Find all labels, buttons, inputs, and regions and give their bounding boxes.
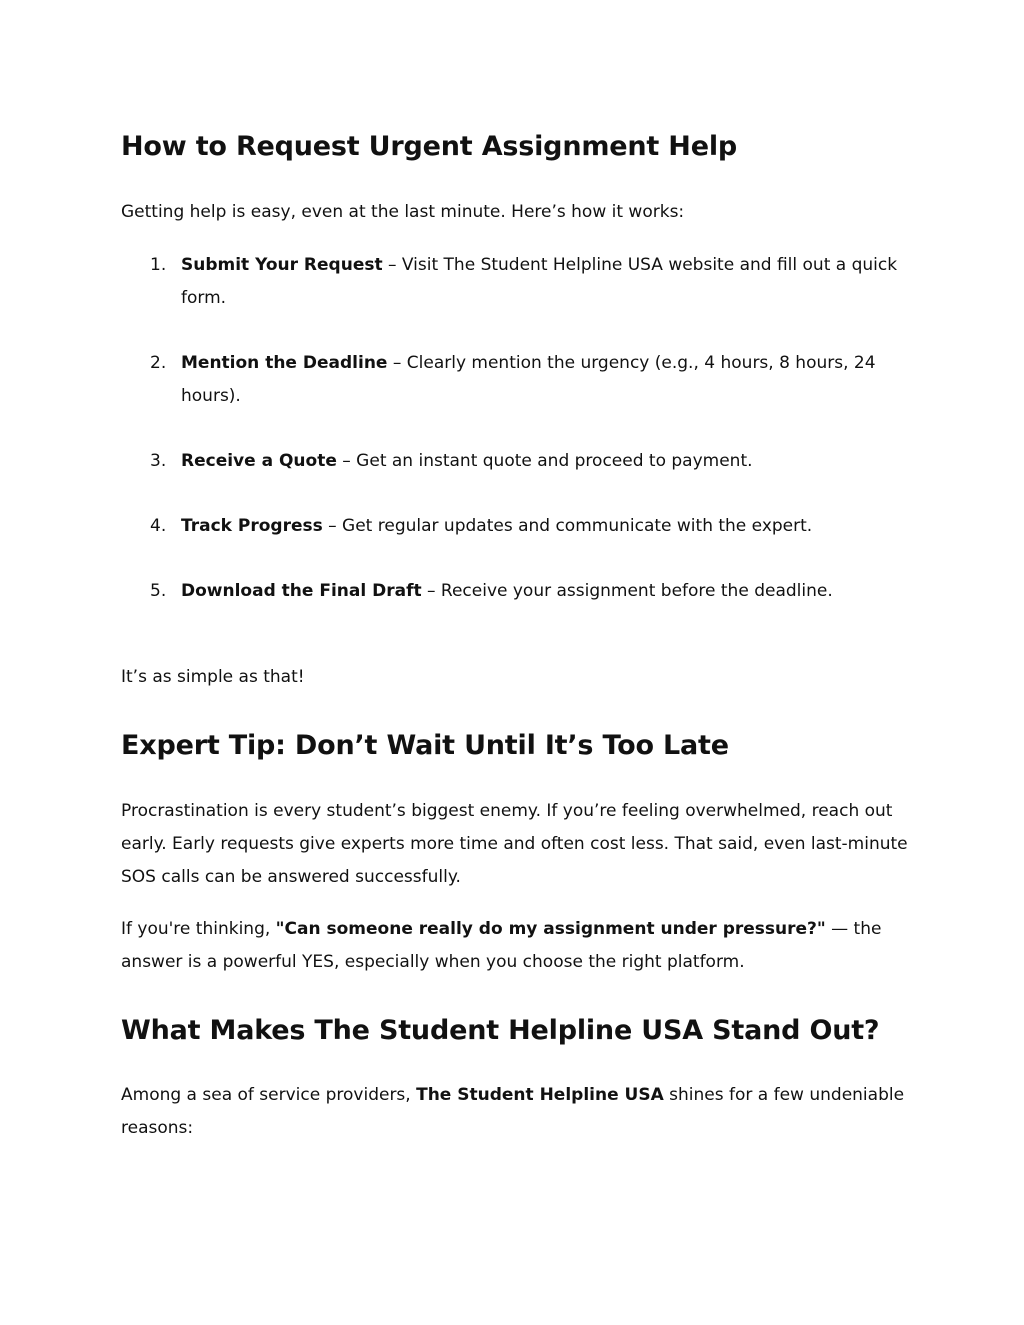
list-number: 4. bbox=[150, 516, 167, 536]
list-item bbox=[121, 575, 911, 608]
list-text bbox=[181, 445, 911, 478]
pressure-paragraph bbox=[121, 913, 911, 979]
list-item bbox=[121, 249, 911, 315]
step-description: – Clearly mention the urgency (e.g., 4 hours, 8 hours, 24 hours). bbox=[181, 353, 876, 406]
list-item bbox=[121, 445, 911, 478]
step-title: Download the Final Draft bbox=[181, 581, 422, 601]
heading-expert-tip: Expert Tip: Don’t Wait Until It’s Too Late bbox=[121, 730, 729, 761]
list-text bbox=[181, 575, 911, 608]
outro-paragraph: It’s as simple as that! bbox=[121, 667, 305, 687]
list-number: 3. bbox=[150, 451, 167, 471]
list-text bbox=[181, 249, 911, 315]
pressure-post: — the answer is a powerful YES, especially when you choose the right platform. bbox=[121, 919, 882, 972]
intro-paragraph: Getting help is easy, even at the last minute. Here’s how it works: bbox=[121, 202, 685, 222]
list-number: 2. bbox=[150, 353, 167, 373]
stand-out-paragraph bbox=[121, 1079, 911, 1145]
list-item bbox=[121, 347, 911, 413]
step-title: Mention the Deadline bbox=[181, 353, 388, 373]
step-description: – Receive your assignment before the deadline. bbox=[421, 581, 833, 601]
list-text bbox=[181, 510, 911, 543]
stand-out-post: shines for a few undeniable reasons: bbox=[121, 1085, 905, 1138]
step-title: Receive a Quote bbox=[181, 451, 337, 471]
step-description: – Get regular updates and communicate with the expert. bbox=[322, 516, 813, 536]
step-description: – Visit The Student Helpline USA website and fill out a quick form. bbox=[181, 255, 898, 308]
stand-out-pre: Among a sea of service providers, bbox=[121, 1085, 417, 1105]
pressure-pre: If you're thinking, bbox=[121, 919, 276, 939]
step-description: – Get an instant quote and proceed to payment. bbox=[336, 451, 753, 471]
list-number: 5. bbox=[150, 581, 167, 601]
list-number: 1. bbox=[150, 255, 167, 275]
pressure-quote: "Can someone really do my assignment under pressure?" bbox=[275, 919, 826, 939]
heading-request-help: How to Request Urgent Assignment Help bbox=[121, 131, 737, 162]
brand-name: The Student Helpline USA bbox=[416, 1085, 664, 1105]
procrastination-paragraph: Procrastination is every student’s biggest enemy. If you’re feeling overwhelmed, reach out early. Early requests give experts more time and often cost less. That said, even last-minute SOS calls can be answered successfully. bbox=[121, 801, 908, 887]
heading-stand-out: What Makes The Student Helpline USA Stand Out? bbox=[121, 1015, 880, 1046]
step-title: Submit Your Request bbox=[181, 255, 383, 275]
list-item bbox=[121, 510, 911, 543]
list-text bbox=[181, 347, 911, 413]
step-title: Track Progress bbox=[181, 516, 323, 536]
